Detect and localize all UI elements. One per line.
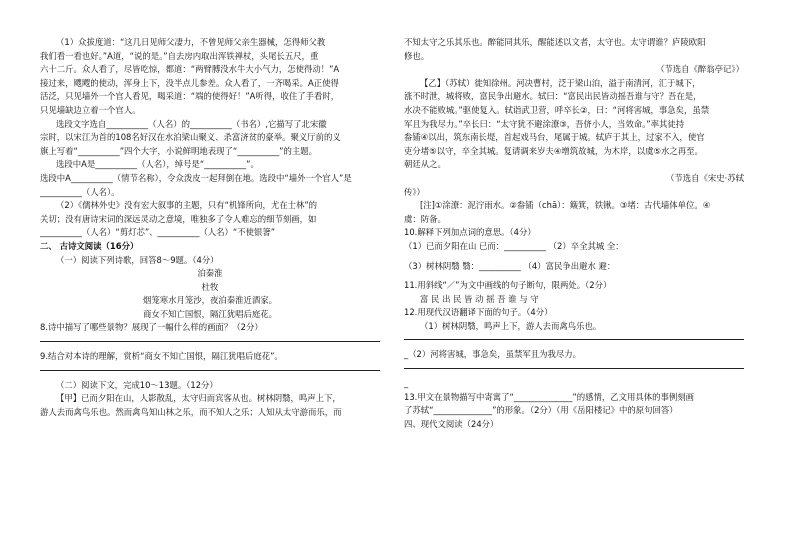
text-line: （1）树林阴翳，鸣声上下，游人去而禽鸟乐也。	[420, 320, 602, 331]
text-line: 朝廷从之。	[404, 159, 446, 170]
text-line: 接过来，飕飕的使动，浑身上下，没半点儿参差。众人看了，一齐喝采。A正使得	[40, 77, 339, 88]
text-line: 畚锸④以出，筑东南长堤，首起戏马台，尾属于城。轼庐于其上，过家不入，使官	[404, 132, 705, 143]
text-line: （2）《儒林外史》没有宏大叙事的主题，只有“机锋所向，尤在士林”的	[56, 200, 318, 211]
text-line: 水决不能败城。”驱使复入。轼诣武卫营，呼卒长②，曰：“河将害城，事急矣，虽禁	[404, 104, 710, 115]
text-line: 军且为我尽力。”卒长曰：“太守犹不避涂潦③，吾侪小人，当效命。”率其徒持	[404, 118, 685, 129]
text-line: 【乙】（苏轼）徙知徐州。河决曹村，泛于梁山泊，溢于南清河，汇于城下，	[420, 77, 701, 88]
text-line: _（2）河将害城，事急矣，虽禁军且为我尽力。	[404, 349, 582, 360]
right-column	[404, 36, 744, 431]
text-line: 吏分堵⑤以守，卒全其城。复请调来岁夫④增筑故城，为木岸，以虞⑤水之再至。	[404, 145, 703, 156]
text-line: 11.用斜线“／”为文中画线的句子断句，限两处。（2分）	[404, 280, 612, 291]
text-line: 传》）	[404, 186, 425, 197]
text-line: （3）树林阴翳 翳：__________ （4）富民争出避水 避：	[404, 260, 616, 271]
text-line: 8.诗中描写了哪些景物？展现了一幅什么样的画面？（2分）	[40, 322, 263, 333]
text-line: （二）阅读下文，完成10～13题。（12分）	[56, 379, 218, 390]
text-line: 四、现代文阅读（24分）	[404, 418, 499, 429]
text-line: 【甲】已而夕阳在山，人影散乱，太守归而宾客从也。树林阴翳，鸣声上下，	[56, 393, 341, 404]
text-line: 选段中A是__________（人名），绰号是“__________”。	[56, 159, 259, 170]
text-line: 只见墙缺边立着一个官人。	[40, 104, 141, 115]
text-line: 选段中A__________（情节名称），令众泼皮一起拜倒在地。选段中“墙外一个官人”是	[40, 172, 352, 183]
answer-line	[404, 368, 744, 369]
text-line: 13.甲文在景物描写中寄寓了“______________”的感情，乙文用具体的事例刻画	[404, 391, 694, 402]
answer-line	[40, 341, 380, 342]
text-line: 二、 古诗文阅读（16分）	[40, 240, 139, 251]
text-line: 活泛，只见墙外一个官人看见，喝采道：“端的使得好！”A听得，收住了手看时，	[40, 91, 340, 102]
text-line: （1）众拔度道：“这几日见师父凄力，不曾见师父亲生器械，怎得师父教	[56, 37, 326, 47]
text-line: 涨不时泄，城将败，富民争出避水。轼曰：“富民出民皆动摇吾谁与守？吾在是，	[404, 91, 702, 102]
text-line: 12.用现代汉语翻译下面的句子。（4分）	[404, 307, 553, 318]
text-line: 10.解释下列加点词的意思。（4分）	[404, 227, 536, 238]
left-column	[40, 36, 380, 419]
text-line: 修也。	[404, 50, 430, 61]
text-line: 泊秦淮	[197, 268, 223, 279]
text-line: 不知太守之乐其乐也。醉能同其乐，醒能述以文者，太守也。太守谓谁？庐陵欧阳	[404, 37, 706, 47]
text-line: 商女不知亡国恨，隔江犹唱后庭花。	[143, 308, 277, 319]
text-line: 游人去而禽鸟乐也。然而禽鸟知山林之乐，而不知人之乐；人知从太守游而乐，而	[40, 406, 342, 417]
text-line: _	[404, 378, 409, 389]
text-line: 了苏轼“______________”的形象。（2分）（用《岳阳楼记》中的原句回答）	[404, 405, 678, 416]
text-line: 旗上写着“__________”四个大字，小说鲜明地表现了“__________”的主题。	[40, 145, 317, 156]
text-line: __________（人名）“剪灯芯”、__________（人名）“不使银箸”	[40, 227, 276, 238]
answer-line	[404, 339, 744, 340]
text-line: 选段文字选自__________（人名）的__________（书名）,它描写了北宋徽	[56, 118, 327, 129]
text-line: __________（人名）。	[40, 186, 120, 197]
text-line: [注]①涂潦：泥泞雨水。②畚锸（chā）：簸箕，铁锹。③堵：古代墙体单位。④	[420, 200, 711, 211]
text-line: 杜牧	[201, 281, 219, 292]
text-line: 富 民 出 民 皆 动 摇 吾 谁 与 守	[420, 293, 539, 304]
text-line: 烟笼寒水月笼沙，夜泊秦淮近酒家。	[143, 295, 277, 306]
text-line: （节选自《宋史·苏轼	[665, 172, 744, 183]
text-line: 我们看一看也好。”A道，“说的是。”自去房内取出浑铁禅杖，头尾长五尺，重	[40, 50, 319, 61]
answer-line	[40, 370, 380, 371]
text-line: 9.结合对本诗的理解，赏析“商女不知亡国恨，隔江犹唱后庭花”。	[40, 351, 283, 362]
text-line: 宗时，以宋江为首的108名好汉在水泊梁山聚义、杀富济贫的豪举。聚义厅前的义	[40, 132, 341, 143]
text-line: 关切；没有唐诗宋词的深远灵动之意境，唯独多了令人难忘的细节刻画，如	[40, 213, 317, 224]
text-line: 虞：防备。	[404, 213, 446, 224]
text-line: （节选自《醉翁亭记》）	[656, 64, 744, 75]
text-line: （1）已而夕阳在山 已而：__________ （2）卒全其城 全：	[404, 240, 624, 251]
text-line: 六十二斤。众人看了，尽皆吃惊，都道：“两臂膊没水牛大小气力，怎使得动！”A	[40, 64, 340, 75]
text-line: （一）阅读下列诗歌，回答8～9题。（4分）	[56, 254, 219, 265]
